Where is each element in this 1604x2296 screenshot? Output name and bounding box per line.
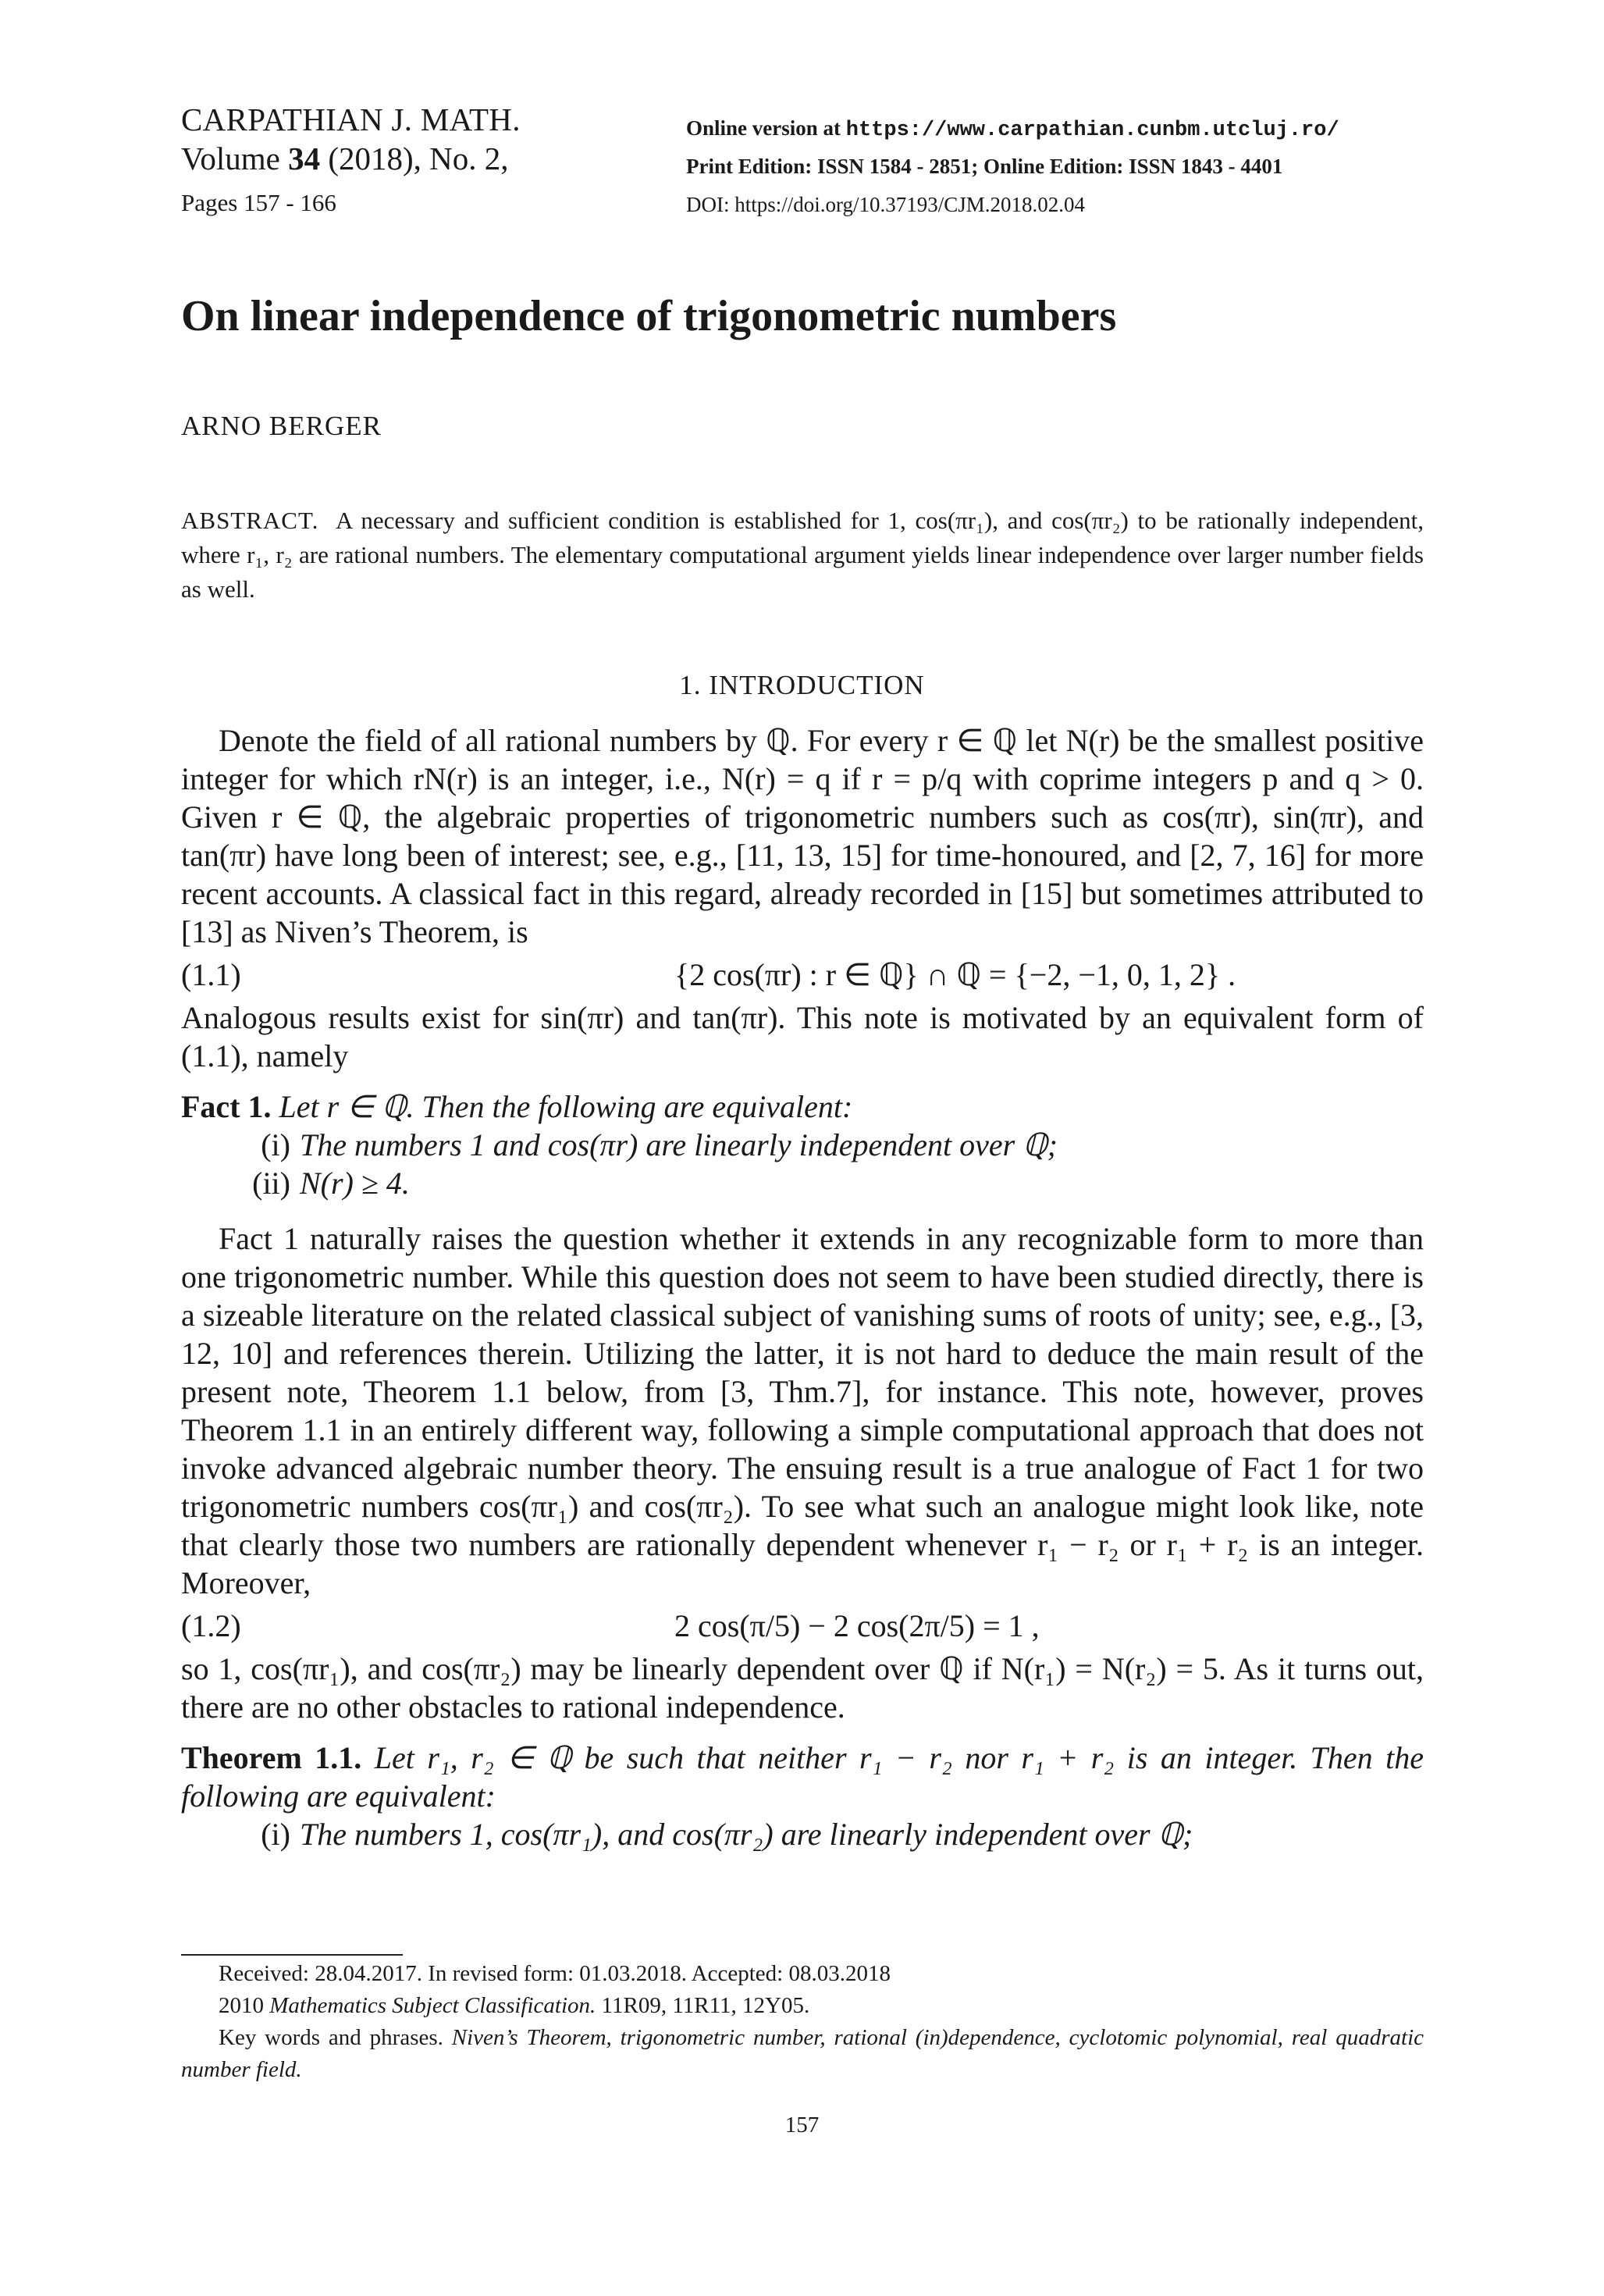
fact-list xyxy=(181,1126,1424,1202)
paragraph: Denote the field of all rational numbers by ℚ. For every r ∈ ℚ let N(r) be the smallest positive integer for which rN(r) is an integer, i.e., N(r) = q if r = p/q with coprime integers p and q > 0. Given r ∈ ℚ, the algebraic properties of trigonometric numbers such as cos(πr), sin(πr), and tan(πr) have long been of interest; see, e.g., [11, 13, 15] for time-honoured, and [2, 7, 16] for more recent accounts. A classical fact in this regard, already recorded in [15] but sometimes attributed to [13] as Niven’s Theorem, is xyxy=(181,723,1424,949)
footnote-rule xyxy=(181,1954,403,1956)
received-dates: Received: 28.04.2017. In revised form: 01.03.2018. Accepted: 08.03.2018 xyxy=(219,1961,891,1986)
paragraph: so 1, cos(πr₁), and cos(πr₂) may be linearly dependent over ℚ if N(r₁) = N(r₂) = 5. As it turns out, there are no other obstacles to rational independence. xyxy=(181,1651,1424,1725)
abstract-text: A necessary and sufficient condition is established for 1, cos(πr₁), and cos(πr₂) to be rationally independent, where r₁, r₂ are rational numbers. The elementary computational argument yields linear independence over larger number fields as well. xyxy=(181,507,1424,603)
theorem-list xyxy=(181,1815,1424,1853)
section-heading: 1. INTRODUCTION xyxy=(679,670,925,700)
paper-title: On linear independence of trigonometric numbers xyxy=(181,292,1117,340)
footnotes xyxy=(181,1958,1424,2086)
list-item: (i) The numbers 1 and cos(πr) are linearly independent over ℚ; xyxy=(261,1127,1058,1162)
equation-1-2 xyxy=(181,1607,1424,1645)
equation-expression: {2 cos(πr) : r ∈ ℚ} ∩ ℚ = {−2, −1, 0, 1, 2} . xyxy=(674,957,1236,992)
journal-header xyxy=(181,100,521,222)
fact-1 xyxy=(181,1087,1424,1126)
page-number: 157 xyxy=(784,2113,820,2138)
list-item: (ii) N(r) ≥ 4. xyxy=(252,1166,410,1201)
doi-link[interactable]: DOI: https://doi.org/10.37193/CJM.2018.02.04 xyxy=(686,193,1086,216)
abstract-label: ABSTRACT. xyxy=(181,507,319,534)
journal-url-link[interactable]: https://www.carpathian.cunbm.utcluj.ro/ xyxy=(845,119,1339,142)
list-item: (i) The numbers 1, cos(πr₁), and cos(πr₂) are linearly independent over ℚ; xyxy=(261,1817,1193,1852)
journal-volume: Volume 34 (2018), No. 2, xyxy=(181,141,509,176)
fact-label: Fact 1. xyxy=(181,1089,272,1124)
msc-classification: 2010 Mathematics Subject Classification. 11R09, 11R11, 12Y05. xyxy=(219,1993,810,2018)
theorem-1-1 xyxy=(181,1739,1424,1815)
publication-info xyxy=(686,109,1339,224)
abstract xyxy=(181,504,1424,607)
fact-statement: Let r ∈ ℚ. Then the following are equivalent: xyxy=(279,1089,853,1124)
author-name: ARNO BERGER xyxy=(181,411,382,441)
equation-expression: 2 cos(π/5) − 2 cos(2π/5) = 1 , xyxy=(674,1608,1040,1643)
journal-name: CARPATHIAN J. MATH. xyxy=(181,101,521,137)
theorem-statement: Let r₁, r₂ ∈ ℚ be such that neither r₁ − r₂ nor r₁ + r₂ is an integer. Then the following are equivalent: xyxy=(181,1740,1424,1814)
equation-number: (1.2) xyxy=(181,1608,241,1643)
paragraph: Analogous results exist for sin(πr) and tan(πr). This note is motivated by an equivalent form of (1.1), namely xyxy=(181,1000,1424,1073)
journal-pages: Pages 157 - 166 xyxy=(181,189,336,216)
online-version: Online version at https://www.carpathian.cunbm.utcluj.ro/ xyxy=(686,116,1339,142)
issn-line: Print Edition: ISSN 1584 - 2851; Online Edition: ISSN 1843 - 4401 xyxy=(686,155,1283,178)
equation-number: (1.1) xyxy=(181,957,241,992)
paper-body xyxy=(181,721,1424,1853)
keywords: Key words and phrases. Niven’s Theorem, trigonometric number, rational (in)dependence, cyclotomic polynomial, real quadratic number field. xyxy=(181,2025,1424,2082)
equation-1-1 xyxy=(181,956,1424,994)
theorem-label: Theorem 1.1. xyxy=(181,1740,362,1775)
paragraph: Fact 1 naturally raises the question whether it extends in any recognizable form to more than one trigonometric number. While this question does not seem to have been studied directly, there is a sizeable literature on the related classical subject of vanishing sums of roots of unity; see, e.g., [3, 12, 10] and references therein. Utilizing the latter, it is not hard to deduce the main result of the present note, Theorem 1.1 below, from [3, Thm.7], for instance. This note, however, proves Theorem 1.1 in an entirely different way, following a simple computational approach that does not invoke advanced algebraic number theory. The ensuing result is a true analogue of Fact 1 for two trigonometric numbers cos(πr₁) and cos(πr₂). To see what such an analogue might look like, note that clearly those two numbers are rationally dependent whenever r₁ − r₂ or r₁ + r₂ is an integer. Moreover, xyxy=(181,1221,1424,1600)
